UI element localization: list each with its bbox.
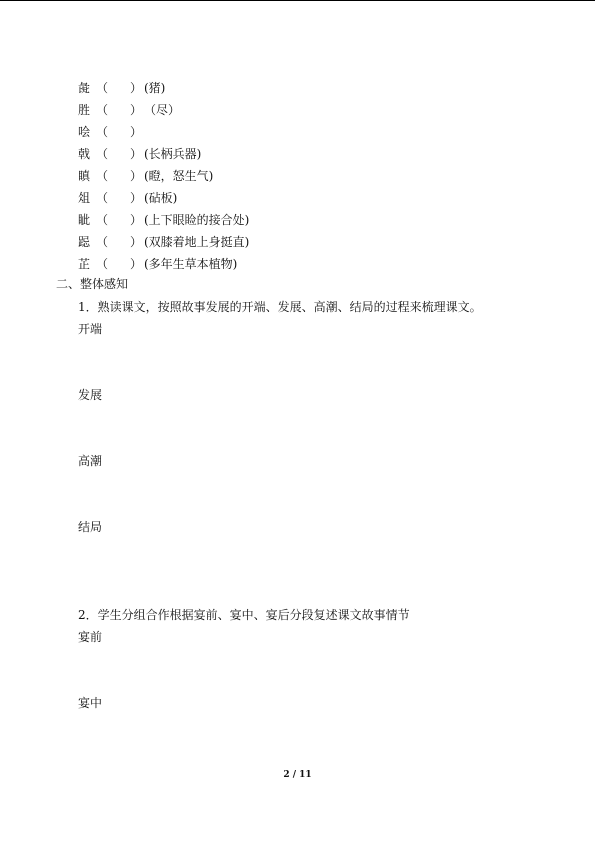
open-paren: （ [96, 235, 109, 249]
vocab-row [78, 253, 498, 275]
top-rule [0, 0, 595, 1]
close-paren: ） [130, 191, 143, 205]
vocab-gloss: (长柄兵器) [144, 147, 202, 161]
open-paren: （ [96, 147, 109, 161]
vocab-char: 戟 [78, 147, 91, 161]
label-yanqian: 宴前 [78, 630, 103, 644]
close-paren: ） [130, 81, 143, 95]
vocab-row [78, 121, 498, 143]
vocab-gloss: (瞪，怒生气) [144, 169, 214, 183]
vocab-gloss: (上下眼睑的接合处) [144, 213, 250, 227]
vocab-row [78, 187, 498, 209]
vocab-row [78, 99, 498, 121]
label-kaiduan: 开端 [78, 322, 103, 336]
open-paren: （ [96, 257, 109, 271]
question-1: 1．熟读课文，按照故事发展的开端、发展、高潮、结局的过程来梳理课文。 [78, 300, 482, 314]
vocab-row [78, 231, 498, 253]
close-paren: ） [130, 125, 143, 139]
vocab-row [78, 209, 498, 231]
close-paren: ） [130, 213, 143, 227]
label-yanzhong: 宴中 [78, 696, 103, 710]
vocab-gloss: (砧板) [144, 191, 178, 205]
vocab-row [78, 165, 498, 187]
vocab-char: 胜 [78, 103, 91, 117]
label-fazhan: 发展 [78, 388, 103, 402]
open-paren: （ [96, 213, 109, 227]
label-jieju: 结局 [78, 520, 103, 534]
close-paren: ） [130, 147, 143, 161]
vocab-gloss: (猪) [144, 81, 166, 95]
vocab-char: 跽 [78, 235, 91, 249]
vocab-gloss: （尽） [144, 103, 181, 117]
section-heading: 二、整体感知 [56, 277, 129, 291]
vocab-char: 瞋 [78, 169, 91, 183]
vocab-gloss: (多年生草本植物) [144, 257, 238, 271]
close-paren: ） [130, 257, 143, 271]
close-paren: ） [130, 169, 143, 183]
page-number: 2 / 11 [283, 770, 312, 780]
vocab-row [78, 77, 498, 99]
close-paren: ） [130, 235, 143, 249]
close-paren: ） [130, 103, 143, 117]
open-paren: （ [96, 125, 109, 139]
open-paren: （ [96, 169, 109, 183]
vocab-row [78, 143, 498, 165]
label-gaochao: 高潮 [78, 454, 103, 468]
vocab-char: 彘 [78, 81, 91, 95]
vocab-char: 哙 [78, 125, 91, 139]
open-paren: （ [96, 81, 109, 95]
open-paren: （ [96, 191, 109, 205]
vocab-char: 俎 [78, 191, 91, 205]
open-paren: （ [96, 103, 109, 117]
question-2: 2．学生分组合作根据宴前、宴中、宴后分段复述课文故事情节 [78, 608, 410, 622]
vocab-char: 芷 [78, 257, 91, 271]
vocab-list [78, 77, 498, 275]
vocab-gloss: (双膝着地上身挺直) [144, 235, 250, 249]
vocab-char: 眦 [78, 213, 91, 227]
